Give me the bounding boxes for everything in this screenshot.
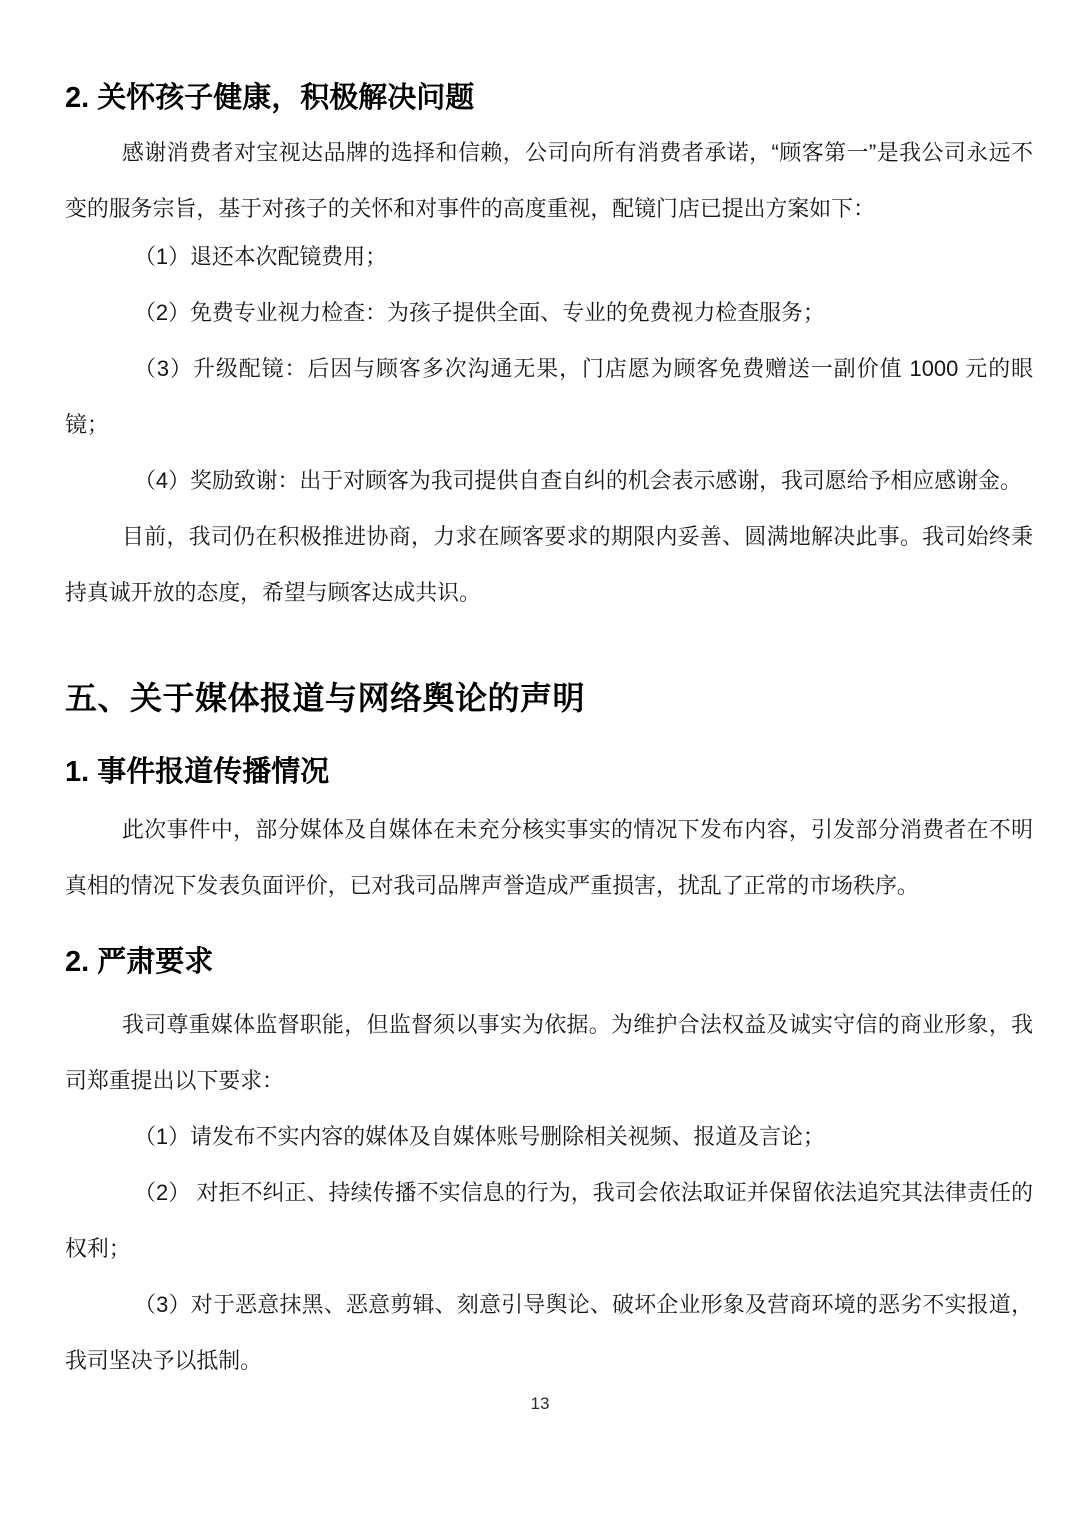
paragraph-negotiation-status: 目前，我司仍在积极推进协商，力求在顾客要求的期限内妥善、圆满地解决此事。我司始终秉持真诚开放的态度，希望与顾客达成共识。 (65, 524, 1033, 605)
list-item-resist-reports: （3）对于恶意抹黑、恶意剪辑、刻意引导舆论、破坏企业形象及营商环境的恶劣不实报道，我司坚决予以抵制。 (65, 1292, 1033, 1373)
paragraph-media-impact: 此次事件中，部分媒体及自媒体在未充分核实事实的情况下发布内容，引发部分消费者在不明真相的情况下发表负面评价，已对我司品牌声誉造成严重损害，扰乱了正常的市场秩序。 (65, 817, 1033, 898)
list-item-reward-thanks: （4）奖励致谢：出于对顾客为我司提供自查自纠的机会表示感谢，我司愿给予相应感谢金。 (134, 468, 1022, 493)
list-item-delete-content: （1）请发布不实内容的媒体及自媒体账号删除相关视频、报道及言论； (134, 1124, 825, 1149)
page-number: 13 (530, 1394, 550, 1413)
section-heading-serious-demands: 2. 严肃要求 (65, 946, 214, 978)
paragraph-thanks-promise: 感谢消费者对宝视达品牌的选择和信赖，公司向所有消费者承诺，“顾客第一”是我公司永远不变的服务宗旨，基于对孩子的关怀和对事件的高度重视，配镜门店已提出方案如下： (65, 140, 1033, 221)
list-item-refund: （1）退还本次配镜费用； (134, 244, 387, 269)
list-item-free-vision-exam: （2）免费专业视力检查：为孩子提供全面、专业的免费视力检查服务； (134, 300, 825, 325)
list-item-legal-action: （2） 对拒不纠正、持续传播不实信息的行为，我司会依法取证并保留依法追究其法律责任的权利； (65, 1180, 1033, 1261)
paragraph-respect-media: 我司尊重媒体监督职能，但监督须以事实为依据。为维护合法权益及诚实守信的商业形象，我司郑重提出以下要求： (65, 1012, 1033, 1093)
list-item-upgrade-glasses: （3）升级配镜：后因与顾客多次沟通无果，门店愿为顾客免费赠送一副价值 1000 元的眼镜； (65, 356, 1033, 437)
section-heading-report-spread: 1. 事件报道传播情况 (65, 756, 330, 788)
chapter-heading-media-statement: 五、关于媒体报道与网络舆论的声明 (65, 680, 586, 716)
section-heading-child-health: 2. 关怀孩子健康，积极解决问题 (65, 82, 475, 114)
